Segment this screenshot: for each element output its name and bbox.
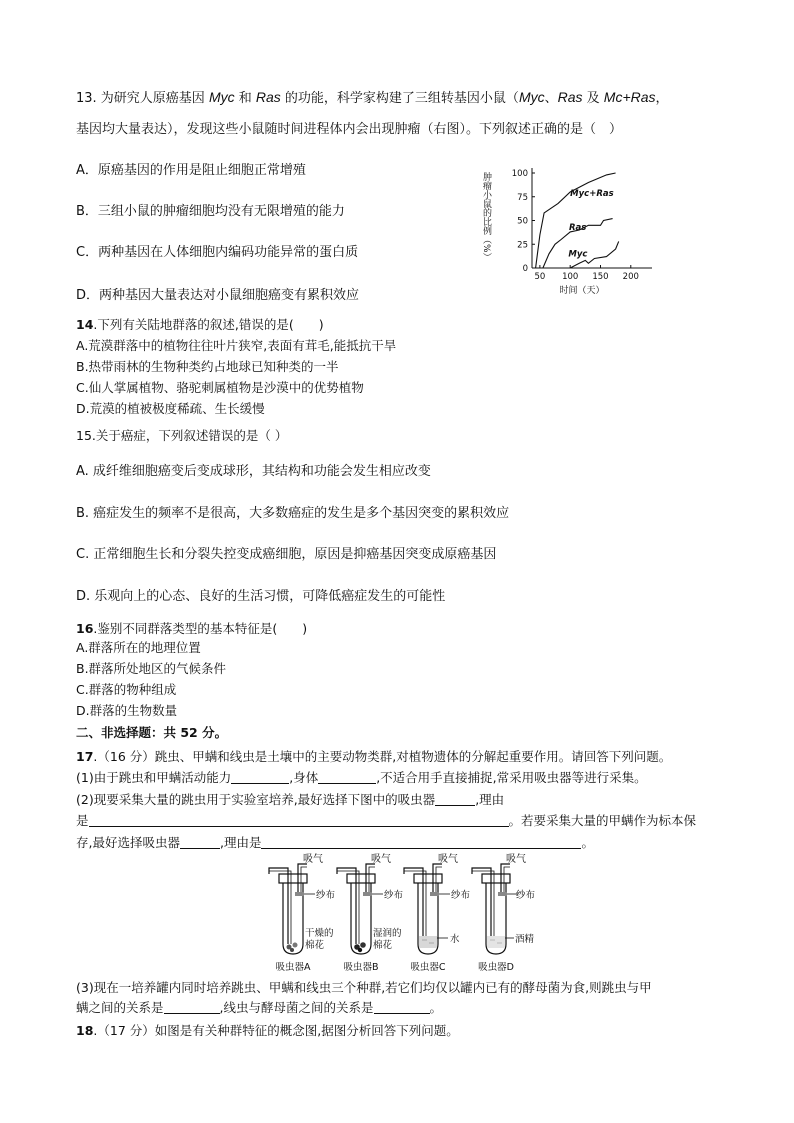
aspirator-b-label: 吸虫器B xyxy=(343,962,379,973)
q17-text: ,理由是 xyxy=(219,835,262,850)
aspirator-d xyxy=(472,853,536,973)
gauze-label: 纱布 xyxy=(451,890,471,901)
dry-cotton-label-2: 棉花 xyxy=(305,940,325,951)
y-tick-label: 0 xyxy=(522,264,528,274)
q15-option-a: A. 成纤维细胞癌变后变成球形，其结构和功能会发生相应改变 xyxy=(76,464,431,479)
q14-stem xyxy=(76,317,324,333)
q16-option-d: D.群落的生物数量 xyxy=(76,703,178,718)
section-heading: 二、非选择题：共 52 分。 xyxy=(76,725,228,740)
wet-cotton-label-2: 棉花 xyxy=(373,940,393,951)
q17-text: ,身体 xyxy=(289,770,319,785)
q17-number: 17 xyxy=(76,749,94,764)
x-axis-label: 时间（天） xyxy=(559,286,605,296)
q16-stem-text: .鉴别不同群落类型的基本特征是( ) xyxy=(93,621,308,636)
q17-text: 是 xyxy=(76,813,89,828)
q17-text: 存,最好选择吸虫器 xyxy=(76,835,180,850)
answer-blank[interactable] xyxy=(231,770,289,784)
q17-text: ,理由 xyxy=(475,792,505,807)
q17-text: ,不适合用手直接捕捉,常采用吸虫器等进行采集。 xyxy=(376,770,647,785)
q17-part2-line2 xyxy=(76,813,696,829)
x-tick-label: 150 xyxy=(592,272,609,282)
x-tick-label: 200 xyxy=(622,272,639,282)
aspirator-a xyxy=(269,853,336,973)
q15-option-d: D. 乐观向上的心态、良好的生活习惯，可降低癌症发生的可能性 xyxy=(76,589,446,604)
q18-stem xyxy=(76,1023,459,1039)
q14-option-d: D.荒漠的植被极度稀疏、生长缓慢 xyxy=(76,401,265,416)
series-label-myc-ras: Myc+Ras xyxy=(570,188,614,199)
y-tick-label: 50 xyxy=(517,216,528,227)
q16-stem xyxy=(76,621,307,637)
q17-text: 螨之间的关系是 xyxy=(76,1000,164,1015)
answer-blank[interactable] xyxy=(261,835,581,849)
y-axis-label: 肿瘤小鼠的比例（%） xyxy=(481,172,491,262)
q17-part3-line1: (3)现在一培养罐内同时培养跳虫、甲螨和线虫三个种群,若它们均仅以罐内已有的酵母菌为食,则跳虫与甲 xyxy=(76,980,652,995)
tumor-ratio-chart xyxy=(470,160,660,300)
y-tick-label: 25 xyxy=(517,240,528,251)
aspirator-b xyxy=(337,853,404,973)
inhale-label: 吸气 xyxy=(438,854,458,865)
q13-text: 的功能，科学家构建了三组转基因小鼠（ xyxy=(280,91,519,106)
wet-cotton-label-1: 湿润的 xyxy=(373,928,402,939)
gauze-label: 纱布 xyxy=(316,890,336,901)
q16-option-b: B.群落所处地区的气候条件 xyxy=(76,661,227,676)
q13-option-b: B．三组小鼠的肿瘤细胞均没有无限增殖的能力 xyxy=(76,204,345,219)
q13-text: 、 xyxy=(544,91,558,106)
q13-text: 及 xyxy=(582,91,604,106)
q17-text: 。 xyxy=(581,835,594,850)
water-label: 水 xyxy=(450,934,460,945)
y-tick-label: 75 xyxy=(517,192,528,203)
answer-blank[interactable] xyxy=(89,813,509,827)
gene-ras: Ras xyxy=(255,89,281,105)
gene-myc: Myc xyxy=(208,89,235,105)
aspirator-c-label: 吸虫器C xyxy=(410,962,446,973)
aspirator-figure xyxy=(258,852,538,976)
q16-option-c: C.群落的物种组成 xyxy=(76,682,177,697)
q13-line1 xyxy=(76,89,669,107)
q13-text: 和 xyxy=(234,91,256,106)
series-label-ras: Ras xyxy=(568,223,587,233)
aspirator-a-label: 吸虫器A xyxy=(275,962,311,973)
alcohol-label: 酒精 xyxy=(515,934,535,945)
q15-option-c: C. 正常细胞生长和分裂失控变成癌细胞，原因是抑癌基因突变成原癌基因 xyxy=(76,547,497,562)
answer-blank[interactable] xyxy=(435,792,475,806)
q18-stem-text: .（17 分）如图是有关种群特征的概念图,据图分析回答下列问题。 xyxy=(93,1023,459,1038)
q13-line2: 基因均大量表达），发现这些小鼠随时间进程体内会出现肿瘤（右图）。下列叙述正确的是（ ） xyxy=(76,122,623,137)
q13-option-d: D．两种基因大量表达对小鼠细胞癌变有累积效应 xyxy=(76,288,360,303)
q17-text: ,线虫与酵母菌之间的关系是 xyxy=(219,1000,374,1015)
inhale-label: 吸气 xyxy=(506,854,526,865)
q17-part3-line2 xyxy=(76,1000,442,1016)
aspirator-d-label: 吸虫器D xyxy=(478,962,514,973)
q14-stem-text: .下列有关陆地群落的叙述,错误的是( ) xyxy=(93,317,324,332)
q13-option-a: A．原癌基因的作用是阻止细胞正常增殖 xyxy=(76,163,306,178)
q17-stem xyxy=(76,749,671,765)
dry-cotton-label-1: 干燥的 xyxy=(305,928,334,939)
q13-text: ， xyxy=(655,91,669,106)
inhale-label: 吸气 xyxy=(371,854,391,865)
q17-stem-text: .（16 分）跳虫、甲螨和线虫是土壤中的主要动物类群,对植物遗体的分解起重要作用。请回答下列问题。 xyxy=(93,749,672,764)
q17-part2-line1 xyxy=(76,792,504,808)
gauze-label: 纱布 xyxy=(384,890,404,901)
q15-stem: 15.关于癌症，下列叙述错误的是（ ） xyxy=(76,428,288,443)
q15-option-b: B. 癌症发生的频率不是很高，大多数癌症的发生是多个基因突变的累积效应 xyxy=(76,506,510,521)
x-tick-label: 100 xyxy=(562,272,579,282)
answer-blank[interactable] xyxy=(374,1000,430,1014)
answer-blank[interactable] xyxy=(164,1000,220,1014)
gene-myc: Myc xyxy=(518,89,545,105)
q17-text: (2)现要采集大量的跳虫用于实验室培养,最好选择下图中的吸虫器 xyxy=(76,792,436,807)
q18-number: 18 xyxy=(76,1023,94,1038)
q17-part1 xyxy=(76,770,647,786)
q14-option-b: B.热带雨林的生物种类约占地球已知种类的一半 xyxy=(76,359,339,374)
q17-text: (1)由于跳虫和甲螨活动能力 xyxy=(76,770,232,785)
inhale-label: 吸气 xyxy=(303,854,323,865)
q13-text: 13. 为研究人原癌基因 xyxy=(76,91,209,106)
answer-blank[interactable] xyxy=(318,770,376,784)
q14-option-a: A.荒漠群落中的植物往往叶片狭窄,表面有茸毛,能抵抗干旱 xyxy=(76,338,397,353)
x-tick-label: 50 xyxy=(534,272,546,282)
q17-text: 。 xyxy=(429,1000,443,1015)
gauze-label: 纱布 xyxy=(516,890,536,901)
y-tick-label: 100 xyxy=(511,169,528,179)
q14-number: 14 xyxy=(76,317,94,332)
q17-part2-line3 xyxy=(76,835,594,851)
q13-option-c: C．两种基因在人体细胞内编码功能异常的蛋白质 xyxy=(76,245,359,260)
answer-blank[interactable] xyxy=(180,835,220,849)
q17-text: 。若要采集大量的甲螨作为标本保 xyxy=(508,813,697,828)
gene-ras: Ras xyxy=(557,89,583,105)
aspirator-c xyxy=(404,853,471,973)
q14-option-c: C.仙人掌属植物、骆驼刺属植物是沙漠中的优势植物 xyxy=(76,380,364,395)
q16-number: 16 xyxy=(76,621,94,636)
q16-option-a: A.群落所在的地理位置 xyxy=(76,640,201,655)
series-label-myc: Myc xyxy=(568,249,588,260)
gene-mc-ras: Mc+Ras xyxy=(603,89,656,105)
